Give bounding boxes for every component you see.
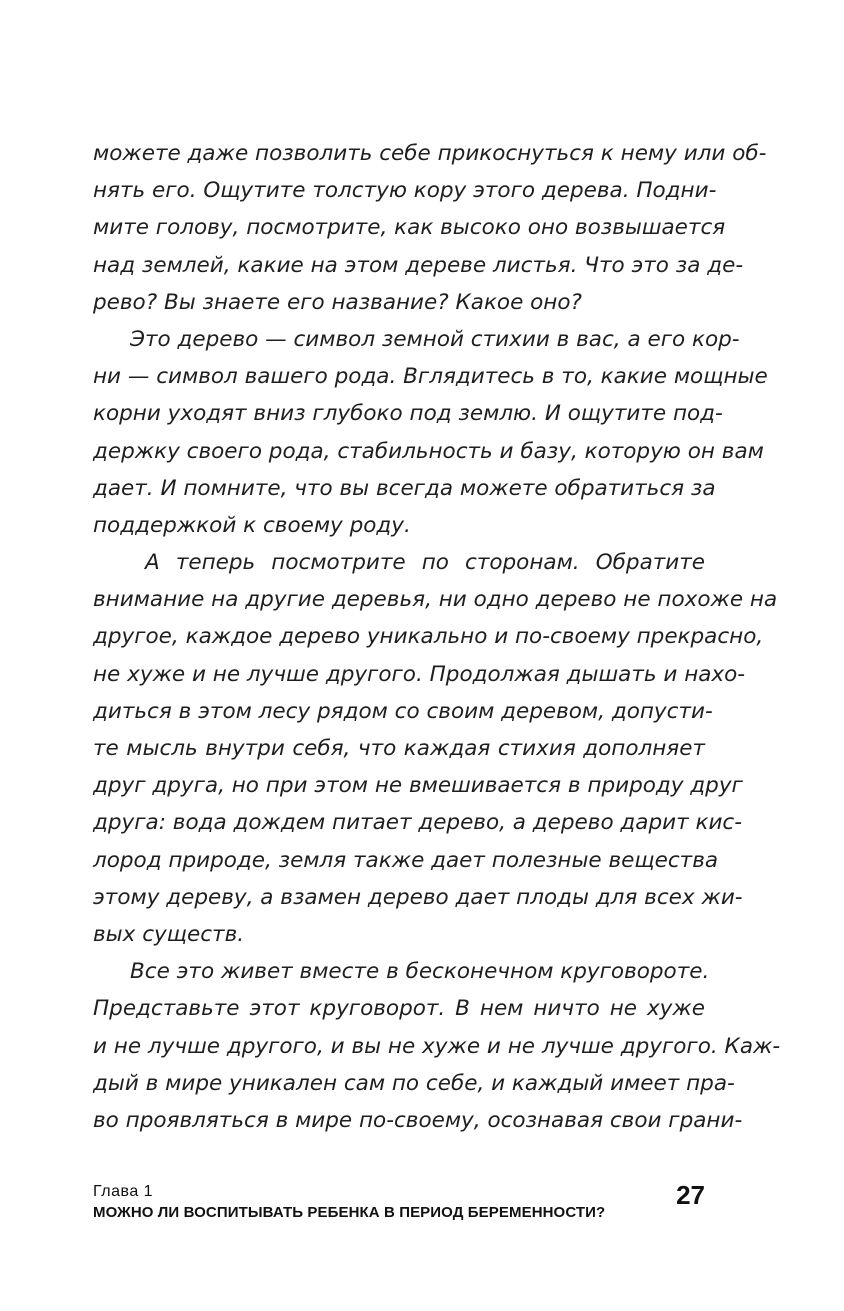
page-footer (93, 1182, 705, 1224)
text-line: мите голову, посмотрите, как высоко оно возвышается (93, 215, 726, 241)
text-line: А теперь посмотрите по сторонам. Обратите (145, 550, 705, 576)
body-text (93, 135, 781, 1139)
text-line: можете даже позволить себе прикоснуться к нему или об- (93, 141, 767, 166)
text-line: Это дерево — символ земной стихии в вас, а его кор- (130, 326, 740, 352)
text-line: лород природе, земля также дает полезные вещества (93, 847, 719, 873)
text-line: вых существ. (93, 921, 245, 947)
text-line: друг друга, но при этом не вмешивается в природу друг (93, 773, 743, 799)
text-line: не хуже и не лучше другого. Продолжая дышать и нахо- (93, 661, 746, 687)
text-line: нять его. Ощутите толстую кору этого дерева. Подни- (93, 178, 717, 204)
chapter-title: МОЖНО ЛИ ВОСПИТЫВАТЬ РЕБЕНКА В ПЕРИОД БЕРЕМЕННОСТИ? (93, 1204, 606, 1221)
text-line: дает. И помните, что вы всегда можете обратиться за (93, 475, 716, 501)
text-line: и не лучше другого, и вы не хуже и не лучше другого. Каж- (93, 1033, 781, 1059)
text-line: над землей, какие на этом дереве листья. Что это за де- (93, 252, 744, 278)
text-line: этому дереву, а взамен дерево дает плоды для всех жи- (93, 884, 743, 910)
text-line: во проявляться в мире по-своему, осознавая свои грани- (93, 1107, 743, 1133)
text-line: внимание на другие деревья, ни одно дерево не похоже на (93, 587, 778, 613)
text-line: держку своего рода, стабильность и базу, которую он вам (93, 438, 764, 464)
text-line: ни — символ вашего рода. Вглядитесь в то, какие мощные (93, 364, 768, 390)
chapter-label: Глава 1 (93, 1183, 154, 1200)
text-line: Все это живет вместе в бесконечном круговороте. (130, 959, 710, 985)
text-line: другое, каждое дерево уникально и по-своему прекрасно, (93, 624, 764, 650)
text-line: дый в мире уникален сам по себе, и каждый имеет пра- (93, 1070, 735, 1096)
text-line: те мысль внутри себя, что каждая стихия дополняет (93, 736, 705, 761)
text-line: Представьте этот круговорот. В нем ничто не хуже (93, 996, 705, 1022)
text-line: друга: вода дождем питает дерево, а дерево дарит кис- (93, 810, 742, 836)
text-line: диться в этом лесу рядом со своим деревом, допусти- (93, 698, 713, 724)
text-line: поддержкой к своему роду. (93, 512, 411, 538)
page-number: 27 (676, 1180, 705, 1210)
text-line: корни уходят вниз глубоко под землю. И ощутите под- (93, 401, 723, 427)
text-line: рево? Вы знаете его название? Какое оно? (93, 289, 582, 315)
